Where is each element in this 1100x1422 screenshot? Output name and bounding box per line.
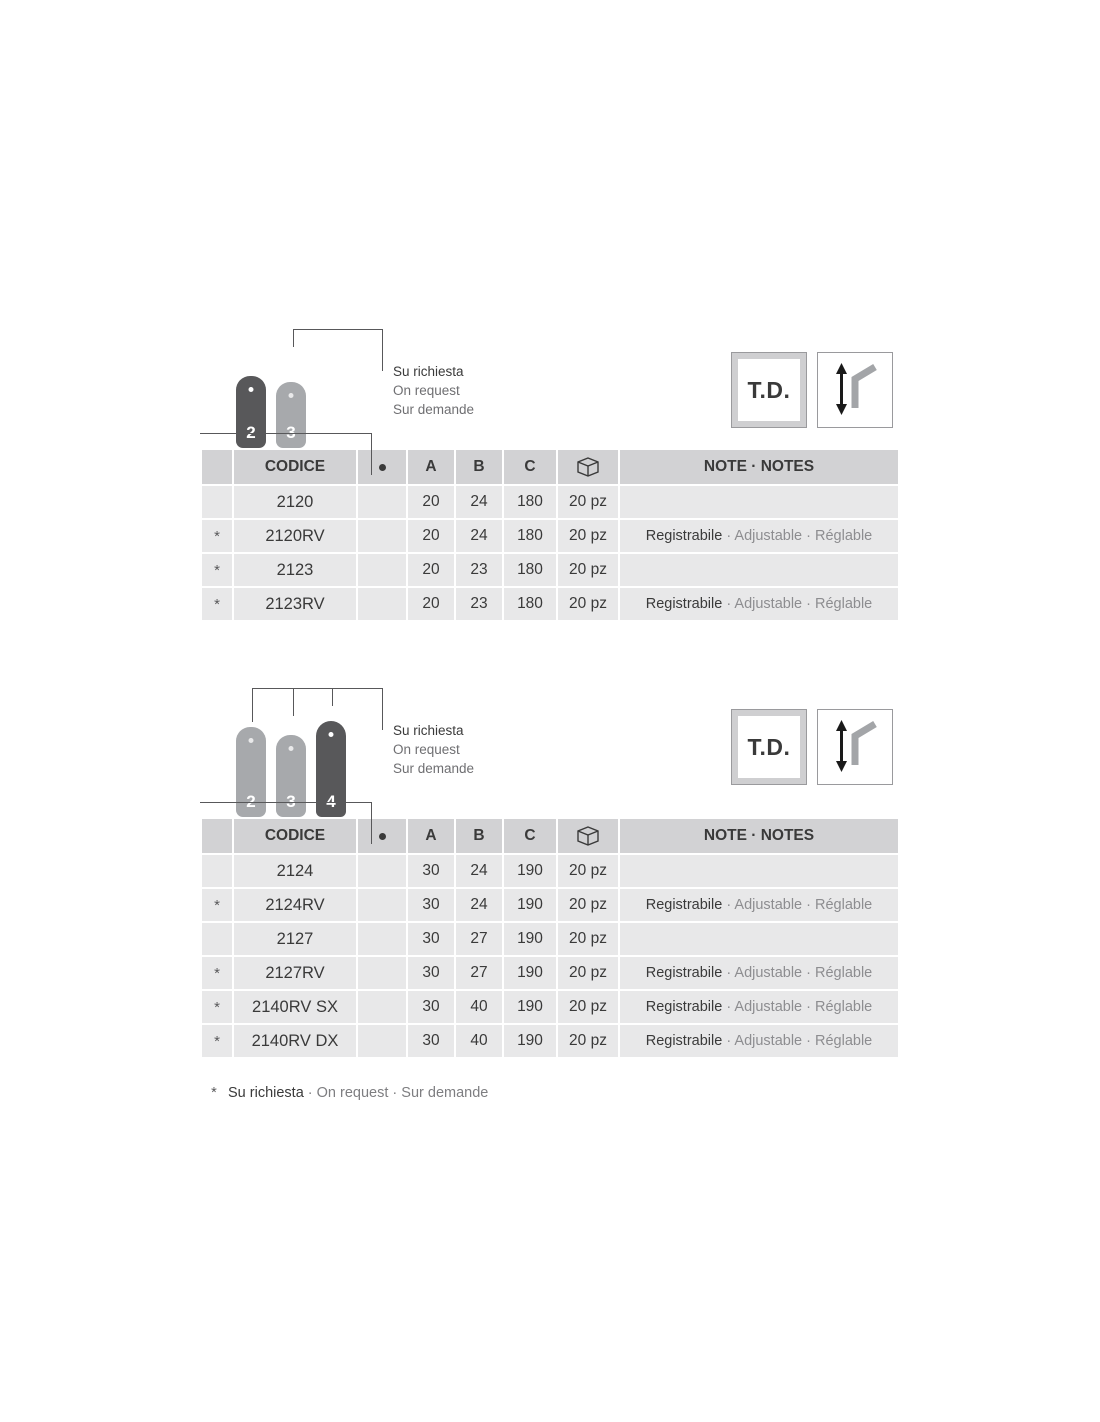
cell-code: 2123RV xyxy=(234,588,356,620)
cell-star: * xyxy=(202,588,232,620)
cell-a: 30 xyxy=(408,923,454,955)
cell-star: * xyxy=(202,520,232,552)
cell-note xyxy=(620,554,898,586)
hole-icon xyxy=(289,393,294,398)
hex-key-adjust-badge xyxy=(817,709,893,785)
cell-note xyxy=(620,957,898,989)
cell-b: 40 xyxy=(456,991,502,1023)
cell-code: 2120 xyxy=(234,486,356,518)
cell-dot xyxy=(358,957,406,989)
cell-note xyxy=(620,991,898,1023)
cell-pack: 20 pz xyxy=(558,486,618,518)
leader-line-down xyxy=(382,688,384,730)
cell-c: 180 xyxy=(504,486,556,518)
leader-line-up xyxy=(252,688,254,722)
cell-star: * xyxy=(202,991,232,1023)
note-sep: · xyxy=(802,528,816,544)
table-row xyxy=(202,588,898,620)
cell-dot xyxy=(358,889,406,921)
cell-b: 27 xyxy=(456,923,502,955)
col-star xyxy=(202,819,232,853)
cell-c: 180 xyxy=(504,554,556,586)
cell-code: 2124RV xyxy=(234,889,356,921)
leader-line-up-right xyxy=(332,688,334,706)
note-en: Adjustable xyxy=(734,528,803,544)
figure-area-2 xyxy=(200,672,900,817)
cell-star xyxy=(202,855,232,887)
td-badge-label: T.D. xyxy=(738,716,800,778)
hole-icon xyxy=(249,387,254,392)
note-en: Adjustable xyxy=(734,999,803,1015)
note-sep: · xyxy=(722,999,735,1015)
callout-line-it: Su richiesta xyxy=(393,723,464,738)
note-fr: Réglable xyxy=(815,596,873,612)
footnote-asterisk: * xyxy=(211,1085,217,1101)
note-fr: Réglable xyxy=(815,528,873,544)
cell-c: 190 xyxy=(504,957,556,989)
table-row xyxy=(202,957,898,989)
callout-line-fr: Sur demande xyxy=(393,402,475,417)
cell-dot xyxy=(358,554,406,586)
cell-c: 180 xyxy=(504,520,556,552)
table-dot-connector-down-2 xyxy=(371,802,373,844)
col-note: NOTE · NOTES xyxy=(620,450,898,484)
tag-number: 4 xyxy=(326,792,336,811)
leader-line-down xyxy=(382,329,384,371)
table-dot-connector-down-1 xyxy=(371,433,373,475)
note-it: Registrabile xyxy=(645,596,723,612)
cell-b: 27 xyxy=(456,957,502,989)
note-it: Registrabile xyxy=(645,897,723,913)
dot-icon xyxy=(379,833,386,840)
note-sep: · xyxy=(802,1033,816,1049)
cell-pack: 20 pz xyxy=(558,855,618,887)
dot-icon xyxy=(379,464,386,471)
cell-dot xyxy=(358,486,406,518)
note-it: Registrabile xyxy=(645,528,723,544)
box-icon xyxy=(575,825,601,847)
cell-a: 30 xyxy=(408,1025,454,1057)
cell-dot xyxy=(358,855,406,887)
cell-a: 20 xyxy=(408,486,454,518)
note-fr: Réglable xyxy=(815,999,873,1015)
leader-line-horizontal xyxy=(252,688,383,690)
cell-a: 30 xyxy=(408,991,454,1023)
cell-a: 30 xyxy=(408,957,454,989)
callout-on-request-2 xyxy=(393,721,474,778)
note-sep: · xyxy=(802,965,816,981)
cell-dot xyxy=(358,520,406,552)
col-dot xyxy=(358,819,406,853)
cell-star: * xyxy=(202,889,232,921)
callout-on-request-1 xyxy=(393,362,474,419)
col-c: C xyxy=(504,819,556,853)
cell-code: 2140RV DX xyxy=(234,1025,356,1057)
cell-star: * xyxy=(202,1025,232,1057)
cell-a: 30 xyxy=(408,855,454,887)
tag-number: 2 xyxy=(246,423,256,442)
cell-star: * xyxy=(202,554,232,586)
note-sep: · xyxy=(722,596,735,612)
cell-a: 20 xyxy=(408,554,454,586)
col-dot xyxy=(358,450,406,484)
cell-pack: 20 pz xyxy=(558,957,618,989)
footnote-fr: Sur demande xyxy=(401,1085,489,1101)
note-sep: · xyxy=(802,596,816,612)
cell-star xyxy=(202,923,232,955)
cell-pack: 20 pz xyxy=(558,588,618,620)
note-sep: · xyxy=(722,1033,735,1049)
leader-line-up-mid xyxy=(293,688,295,716)
note-fr: Réglable xyxy=(815,965,873,981)
table-body-2 xyxy=(202,855,898,1057)
col-codice: CODICE xyxy=(234,819,356,853)
cell-code: 2120RV xyxy=(234,520,356,552)
callout-line-it: Su richiesta xyxy=(393,364,464,379)
col-b: B xyxy=(456,819,502,853)
cell-dot xyxy=(358,923,406,955)
table-row xyxy=(202,991,898,1023)
table-body-1 xyxy=(202,486,898,620)
cell-b: 23 xyxy=(456,554,502,586)
footnote-sep1: · xyxy=(303,1085,317,1101)
col-pack xyxy=(558,819,618,853)
cell-pack: 20 pz xyxy=(558,991,618,1023)
footnote-on-request xyxy=(200,1085,488,1101)
cell-b: 24 xyxy=(456,520,502,552)
leader-line-up xyxy=(293,329,295,347)
note-sep: · xyxy=(722,965,735,981)
note-fr: Réglable xyxy=(815,1033,873,1049)
col-note: NOTE · NOTES xyxy=(620,819,898,853)
cell-c: 180 xyxy=(504,588,556,620)
hex-key-adjust-badge xyxy=(817,352,893,428)
product-block-2 xyxy=(200,672,900,1059)
cell-code: 2127RV xyxy=(234,957,356,989)
table-dot-connector-horizontal-2 xyxy=(200,802,372,804)
td-badge-label: T.D. xyxy=(738,359,800,421)
cell-note xyxy=(620,486,898,518)
cell-c: 190 xyxy=(504,889,556,921)
table-row xyxy=(202,889,898,921)
table-dot-connector-vertical-1 xyxy=(200,433,372,435)
note-sep: · xyxy=(802,897,816,913)
note-it: Registrabile xyxy=(645,1033,723,1049)
cell-b: 24 xyxy=(456,855,502,887)
table-row xyxy=(202,520,898,552)
hole-icon xyxy=(329,732,334,737)
col-codice: CODICE xyxy=(234,450,356,484)
cell-code: 2140RV SX xyxy=(234,991,356,1023)
td-badge xyxy=(731,709,807,785)
tag-swatch xyxy=(276,735,306,817)
col-a: A xyxy=(408,450,454,484)
col-star xyxy=(202,450,232,484)
table-header-row xyxy=(202,819,898,853)
tag-number: 3 xyxy=(286,792,296,811)
cell-a: 20 xyxy=(408,588,454,620)
note-it: Registrabile xyxy=(645,999,723,1015)
product-block-1 xyxy=(200,318,900,622)
callout-line-en: On request xyxy=(393,742,460,757)
note-en: Adjustable xyxy=(734,897,803,913)
box-icon xyxy=(575,456,601,478)
tag-swatch xyxy=(236,376,266,448)
cell-pack: 20 pz xyxy=(558,889,618,921)
note-en: Adjustable xyxy=(734,1033,803,1049)
cell-star: * xyxy=(202,957,232,989)
footnote-it: Su richiesta xyxy=(228,1085,304,1101)
cell-a: 20 xyxy=(408,520,454,552)
cell-note xyxy=(620,520,898,552)
cell-c: 190 xyxy=(504,1025,556,1057)
note-sep: · xyxy=(722,528,735,544)
note-en: Adjustable xyxy=(734,596,803,612)
table-row xyxy=(202,486,898,518)
col-pack xyxy=(558,450,618,484)
figure-area-1 xyxy=(200,318,900,448)
footnote-en: On request xyxy=(316,1085,389,1101)
cell-b: 40 xyxy=(456,1025,502,1057)
tag-swatch xyxy=(276,382,306,448)
cell-b: 24 xyxy=(456,889,502,921)
table-row xyxy=(202,1025,898,1057)
products-table-2 xyxy=(200,817,900,1059)
hole-icon xyxy=(249,738,254,743)
col-c: C xyxy=(504,450,556,484)
footnote-sep2: · xyxy=(388,1085,402,1101)
cell-b: 24 xyxy=(456,486,502,518)
leader-line-horizontal xyxy=(293,329,383,331)
products-table-1 xyxy=(200,448,900,622)
cell-c: 190 xyxy=(504,923,556,955)
note-sep: · xyxy=(802,999,816,1015)
cell-b: 23 xyxy=(456,588,502,620)
badges-1 xyxy=(731,352,893,428)
tag-swatches-1 xyxy=(236,376,306,448)
cell-code: 2127 xyxy=(234,923,356,955)
col-b: B xyxy=(456,450,502,484)
cell-dot xyxy=(358,1025,406,1057)
cell-code: 2124 xyxy=(234,855,356,887)
cell-star xyxy=(202,486,232,518)
callout-line-en: On request xyxy=(393,383,460,398)
cell-code: 2123 xyxy=(234,554,356,586)
cell-dot xyxy=(358,588,406,620)
table-row xyxy=(202,554,898,586)
cell-pack: 20 pz xyxy=(558,923,618,955)
hex-key-adjust-icon xyxy=(818,353,892,427)
cell-pack: 20 pz xyxy=(558,520,618,552)
cell-pack: 20 pz xyxy=(558,554,618,586)
tag-number: 3 xyxy=(286,423,296,442)
cell-note xyxy=(620,855,898,887)
cell-pack: 20 pz xyxy=(558,1025,618,1057)
callout-line-fr: Sur demande xyxy=(393,761,475,776)
td-badge xyxy=(731,352,807,428)
col-a: A xyxy=(408,819,454,853)
cell-note xyxy=(620,1025,898,1057)
table-header-row xyxy=(202,450,898,484)
hole-icon xyxy=(289,746,294,751)
tag-number: 2 xyxy=(246,792,256,811)
cell-a: 30 xyxy=(408,889,454,921)
note-it: Registrabile xyxy=(645,965,723,981)
table-row xyxy=(202,855,898,887)
cell-note xyxy=(620,923,898,955)
hex-key-adjust-icon xyxy=(818,710,892,784)
cell-note xyxy=(620,889,898,921)
cell-c: 190 xyxy=(504,855,556,887)
note-en: Adjustable xyxy=(734,965,803,981)
cell-dot xyxy=(358,991,406,1023)
badges-2 xyxy=(731,709,893,785)
cell-c: 190 xyxy=(504,991,556,1023)
cell-note xyxy=(620,588,898,620)
table-row xyxy=(202,923,898,955)
note-fr: Réglable xyxy=(815,897,873,913)
note-sep: · xyxy=(722,897,735,913)
